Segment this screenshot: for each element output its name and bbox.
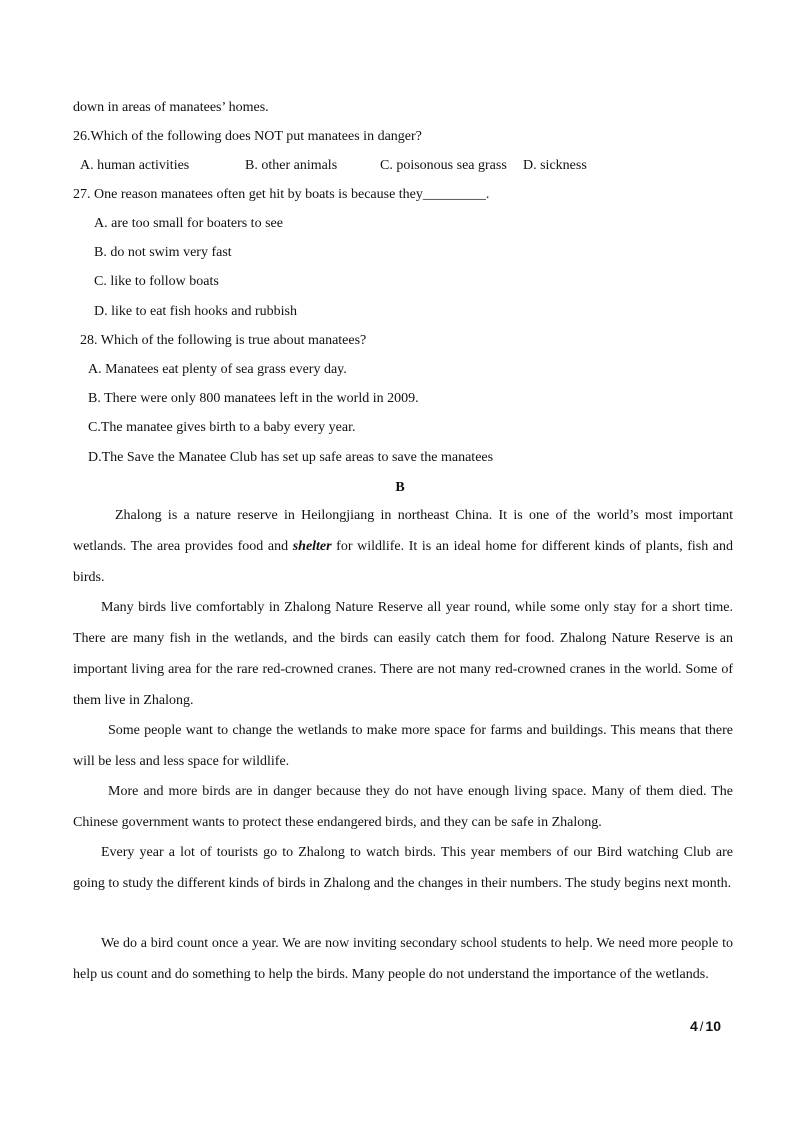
question-27-stem: 27. One reason manatees often get hit by boats is because they_________. <box>73 187 490 202</box>
q26-option-d: D. sickness <box>523 158 587 173</box>
q26-option-a: A. human activities <box>80 158 190 173</box>
p1-text-end: for wildlife. It is an ideal home for different kinds of plants, fish and birds. <box>73 539 734 585</box>
p1-text-start: Zhalong is a nature reserve in Heilongjiang in northeast China. It is one of the world’s most important wetlands. The area provides food and <box>73 508 733 554</box>
q26-option-c: C. poisonous sea grass <box>380 158 507 173</box>
q28-option-b: B. There were only 800 manatees left in the world in 2009. <box>88 391 419 406</box>
page-number-total: 10 <box>705 1018 721 1034</box>
passage-paragraph-1 <box>73 500 733 593</box>
passage-paragraph-2 <box>73 592 733 716</box>
passage-paragraph-3 <box>73 715 733 777</box>
carryover-line: down in areas of manatees’ homes. <box>73 100 269 115</box>
q27-option-b: B. do not swim very fast <box>94 245 232 260</box>
q27-option-c: C. like to follow boats <box>94 274 219 289</box>
passage-paragraph-5 <box>73 837 733 899</box>
p2-text: Many birds live comfortably in Zhalong Nature Reserve all year round, while some only stay for a short time. There are many fish in the wetlands, and the birds can easily catch them for food. Zhalong Nature Reserve is an important living area for the rare red-crowned cranes. There are not many red-crowned cranes in the world. Some of them live in Zhalong. <box>73 600 733 708</box>
page-number-separator: / <box>699 1019 704 1034</box>
q27-option-d: D. like to eat fish hooks and rubbish <box>94 304 297 319</box>
passage-paragraph-4 <box>73 776 733 838</box>
section-heading-b: B <box>395 480 405 495</box>
q27-option-a: A. are too small for boaters to see <box>94 216 283 231</box>
page-number <box>690 1018 721 1034</box>
p4-text: More and more birds are in danger because they do not have enough living space. Many of them died. The Chinese government wants to protect these endangered birds, and they can be safe in Zhalong. <box>73 784 733 830</box>
question-28-stem: 28. Which of the following is true about manatees? <box>80 333 367 348</box>
p5-text: Every year a lot of tourists go to Zhalong to watch birds. This year members of our Bird watching Club are going to study the different kinds of birds in Zhalong and the changes in their numbers. The study begins next month. <box>73 845 733 891</box>
p1-emphasized-word: shelter <box>292 539 332 554</box>
p6-text: We do a bird count once a year. We are now inviting secondary school students to help. We need more people to help us count and do something to help the birds. Many people do not understand the importance of the wetlands. <box>73 936 733 982</box>
q28-option-c: C.The manatee gives birth to a baby every year. <box>88 420 356 435</box>
page-number-current: 4 <box>690 1018 698 1034</box>
passage-paragraph-6 <box>73 928 733 990</box>
question-26-stem: 26.Which of the following does NOT put manatees in danger? <box>73 129 422 144</box>
p3-text: Some people want to change the wetlands to make more space for farms and buildings. This means that there will be less and less space for wildlife. <box>73 723 733 769</box>
q28-option-a: A. Manatees eat plenty of sea grass every day. <box>88 362 347 377</box>
q28-option-d: D.The Save the Manatee Club has set up safe areas to save the manatees <box>88 450 494 465</box>
q26-option-b: B. other animals <box>245 158 338 173</box>
